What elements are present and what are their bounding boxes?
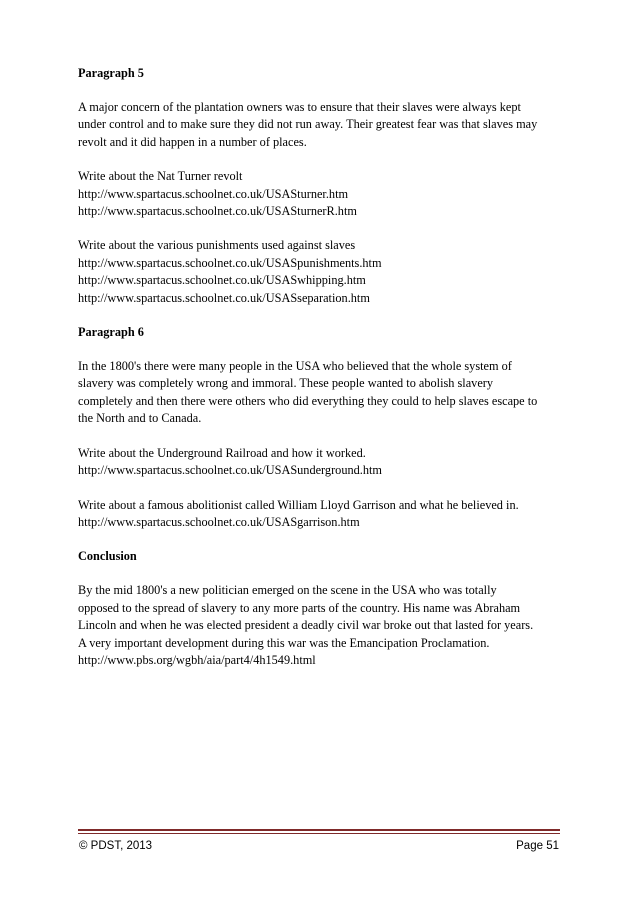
reference-link[interactable]: http://www.spartacus.schoolnet.co.uk/USASwhipping.htm — [78, 273, 366, 288]
text-line: under control and to make sure they did not run away. Their greatest fear was that slaves may — [78, 117, 538, 132]
document-body — [78, 65, 558, 686]
reference-link[interactable]: http://www.spartacus.schoolnet.co.uk/USASseparation.htm — [78, 290, 370, 305]
spacer — [78, 669, 558, 686]
paragraph — [78, 445, 558, 480]
paragraph — [78, 237, 558, 307]
text-line: By the mid 1800's a new politician emerged on the scene in the USA who was totally — [78, 583, 497, 598]
reference-link[interactable]: http://www.pbs.org/wgbh/aia/part4/4h1549.html — [78, 652, 316, 667]
spacer — [78, 220, 558, 237]
spacer — [78, 341, 558, 358]
spacer — [78, 151, 558, 168]
section-heading: Conclusion — [78, 549, 137, 564]
spacer — [78, 531, 558, 548]
paragraph — [78, 582, 558, 669]
paragraph — [78, 99, 558, 151]
text-line: Write about the Underground Railroad and how it worked. — [78, 445, 366, 460]
reference-link[interactable]: http://www.spartacus.schoolnet.co.uk/USASunderground.htm — [78, 463, 382, 478]
section-heading: Paragraph 5 — [78, 66, 144, 80]
text-line: Write about the various punishments used against slaves — [78, 238, 356, 253]
text-line: A very important development during this war was the Emancipation Proclamation. — [78, 635, 490, 650]
text-line: the North and to Canada. — [78, 411, 202, 426]
text-line: completely and then there were others who did everything they could to help slaves escape to — [78, 393, 538, 408]
spacer — [78, 480, 558, 497]
text-line: slavery was completely wrong and immoral. These people wanted to abolish slavery — [78, 376, 494, 391]
text-line: A major concern of the plantation owners was to ensure that their slaves were always kept — [78, 100, 521, 114]
spacer — [78, 307, 558, 324]
footer-rule-thin — [78, 833, 560, 834]
text-line: opposed to the spread of slavery to any more parts of the country. His name was Abraham — [78, 600, 521, 615]
reference-link[interactable]: http://www.spartacus.schoolnet.co.uk/USASturner.htm — [78, 186, 349, 201]
paragraph — [78, 358, 558, 428]
text-line: Write about a famous abolitionist called William Lloyd Garrison and what he believed in. — [78, 497, 519, 512]
paragraph — [78, 168, 558, 220]
reference-link[interactable]: http://www.spartacus.schoolnet.co.uk/USASturnerR.htm — [78, 204, 357, 219]
spacer — [78, 565, 558, 582]
footer-rule — [78, 829, 560, 831]
text-line: revolt and it did happen in a number of places. — [78, 134, 307, 149]
footer-copyright: © PDST, 2013 — [79, 840, 153, 852]
reference-link[interactable]: http://www.spartacus.schoolnet.co.uk/USASpunishments.htm — [78, 255, 382, 270]
footer-page-number: Page 51 — [516, 840, 559, 852]
text-line: Write about the Nat Turner revolt — [78, 169, 243, 184]
section-heading: Paragraph 6 — [78, 325, 144, 340]
spacer — [78, 82, 558, 99]
paragraph — [78, 497, 558, 532]
text-line: Lincoln and when he was elected president a deadly civil war broke out that lasted for years. — [78, 618, 534, 633]
spacer — [78, 428, 558, 445]
reference-link[interactable]: http://www.spartacus.schoolnet.co.uk/USASgarrison.htm — [78, 514, 360, 529]
text-line: In the 1800's there were many people in the USA who believed that the whole system of — [78, 359, 512, 374]
